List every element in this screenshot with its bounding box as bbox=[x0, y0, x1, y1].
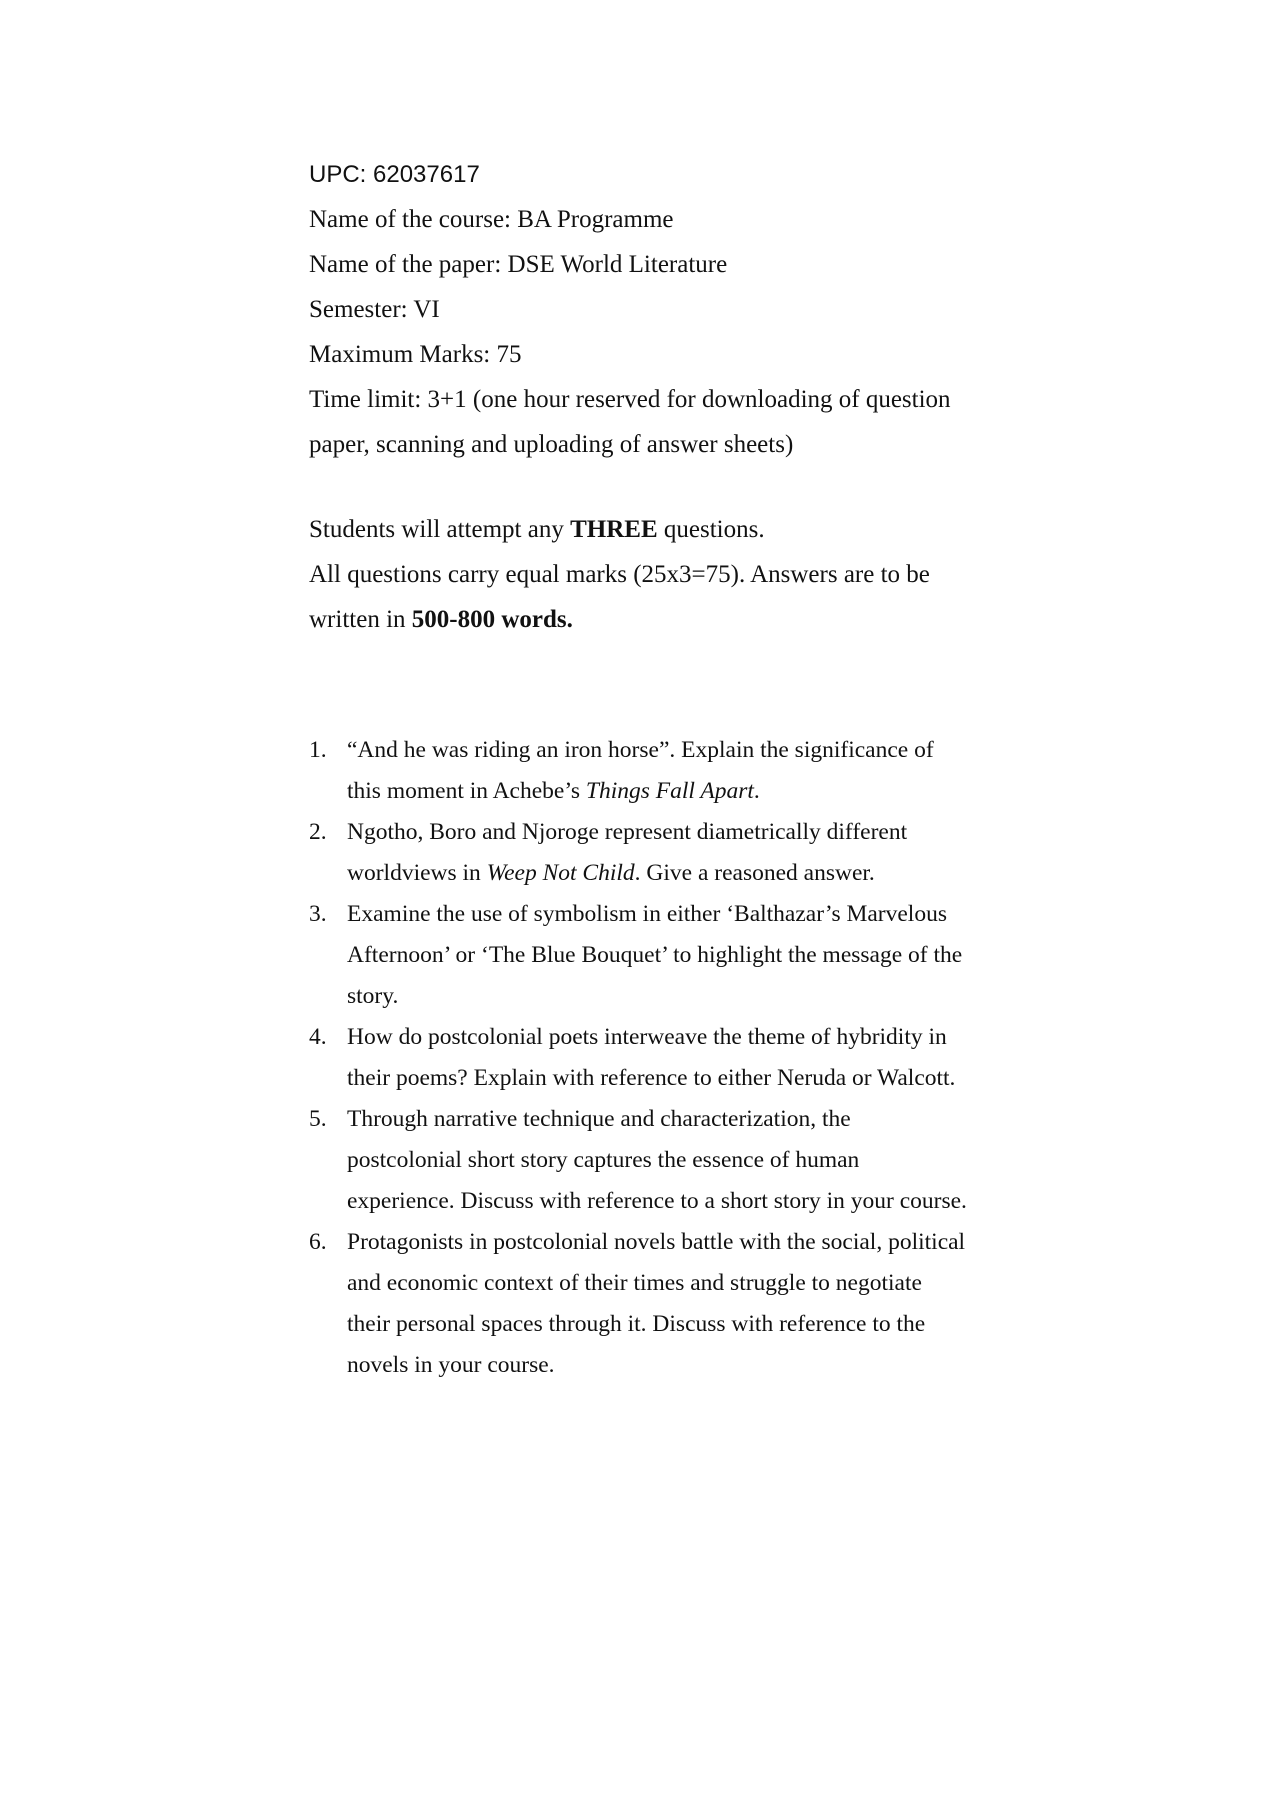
marks-instruction: All questions carry equal marks (25x3=75). Answers are to be bbox=[309, 561, 930, 588]
question-item bbox=[309, 1222, 1029, 1386]
book-title: Weep Not Child bbox=[486, 860, 635, 886]
question-list bbox=[309, 730, 1029, 1386]
time-limit-line-2: paper, scanning and uploading of answer sheets) bbox=[309, 431, 794, 458]
question-text: their poems? Explain with reference to either Neruda or Walcott. bbox=[347, 1065, 956, 1091]
question-item bbox=[309, 894, 1029, 1017]
question-text-part: this moment in Achebe’s bbox=[347, 778, 586, 804]
question-text: and economic context of their times and struggle to negotiate bbox=[347, 1270, 922, 1296]
time-limit-line-1: Time limit: 3+1 (one hour reserved for downloading of question bbox=[309, 386, 951, 413]
question-item bbox=[309, 1017, 1029, 1099]
question-text-part: worldviews in bbox=[347, 860, 487, 886]
question-text: postcolonial short story captures the essence of human bbox=[347, 1147, 860, 1173]
instructions bbox=[309, 507, 1009, 642]
question-number: 6. bbox=[309, 1229, 327, 1255]
question-text-part: . bbox=[753, 778, 760, 804]
question-text: Afternoon’ or ‘The Blue Bouquet’ to highlight the message of the bbox=[347, 942, 963, 968]
word-limit-value: 500-800 words. bbox=[411, 606, 573, 633]
upc-code: UPC: 62037617 bbox=[309, 161, 480, 188]
question-text: “And he was riding an iron horse”. Explain the significance of bbox=[347, 737, 934, 763]
word-limit-text: written in bbox=[309, 606, 412, 633]
question-number: 3. bbox=[309, 901, 327, 927]
exam-header bbox=[309, 152, 1009, 467]
question-item bbox=[309, 812, 1029, 894]
question-text: Ngotho, Boro and Njoroge represent diametrically different bbox=[347, 819, 908, 845]
book-title: Things Fall Apart bbox=[585, 778, 754, 804]
attempt-text: Students will attempt any bbox=[309, 516, 571, 543]
paper-name: Name of the paper: DSE World Literature bbox=[309, 251, 728, 278]
attempt-text-end: questions. bbox=[657, 516, 765, 543]
question-text: their personal spaces through it. Discuss with reference to the bbox=[347, 1311, 926, 1337]
maximum-marks: Maximum Marks: 75 bbox=[309, 341, 522, 368]
attempt-count: THREE bbox=[570, 516, 658, 543]
question-item bbox=[309, 730, 1029, 812]
question-text: story. bbox=[347, 983, 399, 1009]
question-text bbox=[347, 771, 1029, 812]
question-item bbox=[309, 1099, 1029, 1222]
question-number: 1. bbox=[309, 737, 327, 763]
course-name: Name of the course: BA Programme bbox=[309, 206, 674, 233]
question-text: How do postcolonial poets interweave the theme of hybridity in bbox=[347, 1024, 947, 1050]
semester: Semester: VI bbox=[309, 296, 440, 323]
question-text: Protagonists in postcolonial novels battle with the social, political bbox=[347, 1229, 966, 1255]
question-text: experience. Discuss with reference to a short story in your course. bbox=[347, 1188, 967, 1214]
question-number: 5. bbox=[309, 1106, 327, 1132]
question-number: 2. bbox=[309, 819, 327, 845]
question-text: Through narrative technique and characterization, the bbox=[347, 1106, 851, 1132]
question-text-part: . Give a reasoned answer. bbox=[634, 860, 875, 886]
question-number: 4. bbox=[309, 1024, 327, 1050]
question-text bbox=[347, 853, 1029, 894]
question-text: novels in your course. bbox=[347, 1352, 555, 1378]
attempt-instruction bbox=[309, 507, 1009, 552]
word-limit-instruction bbox=[309, 597, 1009, 642]
question-text: Examine the use of symbolism in either ‘Balthazar’s Marvelous bbox=[347, 901, 947, 927]
